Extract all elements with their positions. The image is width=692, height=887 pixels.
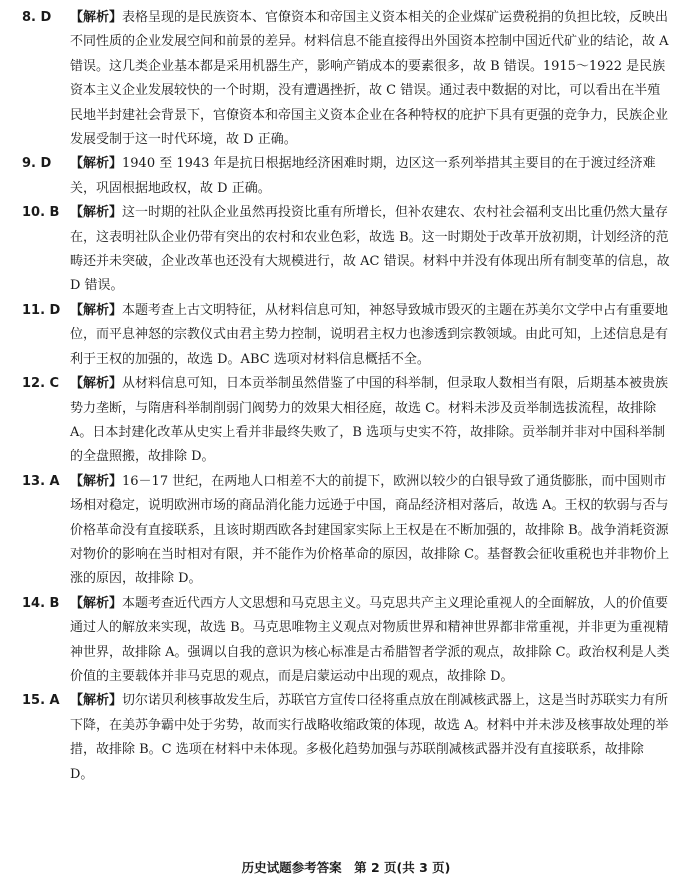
analysis-tag: 【解析】 [70,302,123,318]
analysis-tag: 【解析】 [70,156,123,172]
analysis-text: 1940 至 1943 年是抗日根据地经济困难时期，边区这一系列举措其主要目的在于渡过经济难关，巩固根据地政权，故 D 正确。 [70,156,656,196]
answer-item-11 [22,299,670,372]
question-number: 10. B [22,205,60,221]
answer-item-12 [22,372,670,470]
answer-item-10 [22,201,670,299]
analysis-tag: 【解析】 [70,595,123,611]
question-number: 9. D [22,156,52,172]
answer-item-9 [22,152,670,201]
answer-item-13 [22,470,670,592]
analysis-tag: 【解析】 [70,376,123,392]
analysis-tag: 【解析】 [70,693,123,709]
answer-item-8 [22,6,670,152]
answer-item-15 [22,689,670,787]
analysis-text: 表格呈现的是民族资本、官僚资本和帝国主义资本相关的企业煤矿运费税捐的负担比较，反映出不同性质的企业发展空间和前景的差异。材料信息不能直接得出外国资本控制中国近代矿业的结论，故 A 错误。这几类企业基本都是采用机器生产，影响产销成本的要素很多，故 B 错误。1915～1922 是民族资本主义企业发展较快的一个时期，没有遭遇挫折，故 C 错误。通过表中数据的对比，可以看出在半殖民地半封建社会背景下，官僚资本和帝国主义资本企业在各种特权的庇护下具有更强的竞争力，民族企业发展受制于这一时代环境，故 D 正确。 [70,10,669,148]
analysis-tag: 【解析】 [70,10,123,25]
analysis-tag: 【解析】 [70,205,123,221]
analysis-text: 本题考查上古文明特征，从材料信息可知，神怒导致城市毁灭的主题在苏美尔文学中占有重要地位，而平息神怒的宗教仪式由君主势力控制，说明君主权力也渗透到宗教领域。由此可知，上述信息是有利于王权的加强的，故选 D。ABC 选项对材料信息概括不全。 [70,302,669,367]
question-number: 14. B [22,595,60,611]
answer-item-14 [22,592,670,690]
analysis-text: 从材料信息可知，日本贡举制虽然借鉴了中国的科举制，但录取人数相当有限，后期基本被贵族势力垄断，与隋唐科举制削弱门阀势力的效果大相径庭，故选 C。材料未涉及贡举制选拔流程，故排除 A。日本封建化改革从史实上看并非最终失败了，B 选项与史实不符，故排除。贡举制并非对中国科举制的全盘照搬，故排除 D。 [70,376,669,465]
question-number: 15. A [22,693,60,709]
analysis-tag: 【解析】 [70,473,123,489]
question-number: 13. A [22,473,60,489]
question-number: 12. C [22,376,60,392]
analysis-text: 本题考查近代西方人文思想和马克思主义。马克思共产主义理论重视人的全面解放，人的价值要通过人的解放来实现，故选 B。马克思唯物主义观点对物质世界和精神世界都非常重视，并非更为重视精神世界，故排除 A。强调以自我的意识为核心标准是古希腊智者学派的观点，故排除 C。政治权利是人类价值的主要载体并非马克思的观点，而是启蒙运动中出现的观点，故排除 D。 [70,595,670,684]
analysis-text: 这一时期的社队企业虽然再投资比重有所增长，但补农建农、农村社会福利支出比重仍然大量存在，这表明社队企业仍带有突出的农村和农业色彩，故选 B。这一时期处于改革开放初期，计划经济的范畴还并未突破，企业改革也还没有大规模进行，故 AC 错误。材料中并没有体现出所有制变革的信息，故 D 错误。 [70,205,670,294]
page-footer: 历史试题参考答案 第 2 页(共 3 页) [241,860,451,875]
analysis-text: 16－17 世纪，在两地人口相差不大的前提下，欧洲以较少的白银导致了通货膨胀，而中国则市场相对稳定，说明欧洲市场的商品消化能力远逊于中国，商品经济相对落后，故选 A。王权的软弱与否与价格革命没有直接联系，且该时期西欧各封建国家实际上王权是在不断加强的，故排除 B。战争消耗资源对物价的影响在当时相对有限，并不能作为价格革命的原因，故排除 C。基督教会征收重税也并非物价上涨的原因，故排除 D。 [70,473,670,587]
question-number: 11. D [22,302,61,318]
analysis-text: 切尔诺贝利核事故发生后，苏联官方宣传口径将重点放在削减核武器上，这是当时苏联实力有所下降，在美苏争霸中处于劣势，故而实行战略收缩政策的体现，故选 A。材料中并未涉及核事故处理的举措，故排除 B。C 选项在材料中未体现。多极化趋势加强与苏联削减核武器并没有直接联系，故排除 D。 [70,693,669,782]
question-number: 8. D [22,10,52,25]
